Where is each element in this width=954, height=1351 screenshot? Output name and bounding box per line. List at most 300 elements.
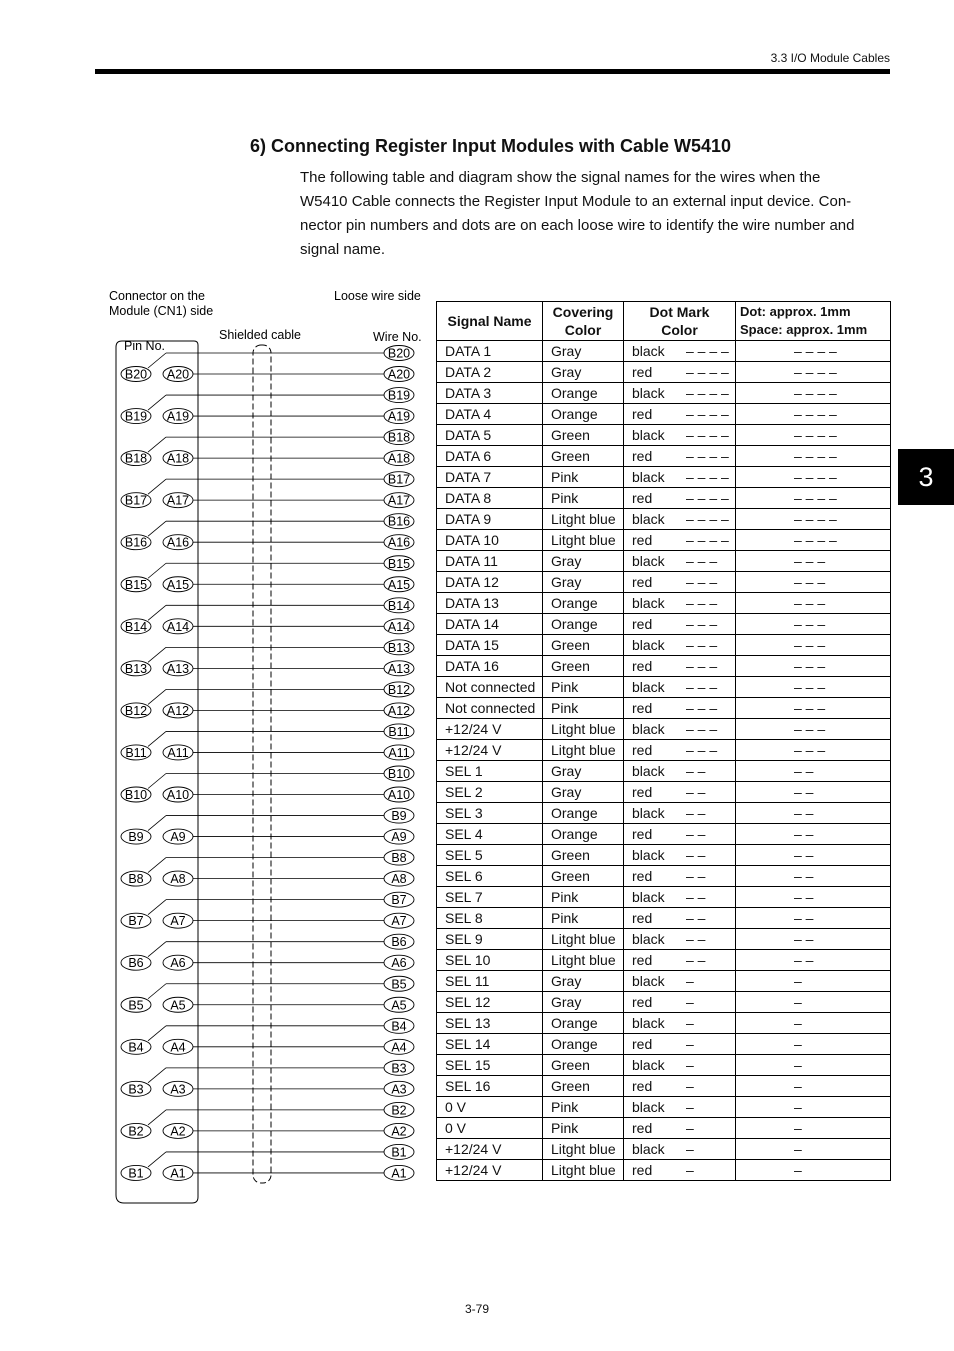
- spacing-pattern-cell: –: [736, 1139, 891, 1160]
- dot-mark-cell: [624, 950, 736, 971]
- dot-color: red: [632, 868, 653, 884]
- wire-no-b8: B8: [391, 851, 407, 866]
- pin-b7: B7: [128, 914, 144, 929]
- dot-color: black: [632, 973, 665, 989]
- covering-color-cell: Litght blue: [543, 950, 624, 971]
- spacing-pattern-cell: – – –: [736, 593, 891, 614]
- dot-pattern: – – – –: [686, 469, 729, 485]
- dot-color: red: [632, 364, 653, 380]
- chapter-tab: 3: [898, 449, 954, 505]
- table-row: [437, 572, 891, 593]
- wire-stub: [148, 816, 166, 831]
- covering-color-cell: Green: [543, 1076, 624, 1097]
- table-row: [437, 740, 891, 761]
- dot-mark-cell: [624, 992, 736, 1013]
- signal-name-cell: DATA 6: [437, 446, 543, 467]
- pin-a20: A20: [166, 367, 190, 382]
- table-row: [437, 551, 891, 572]
- dot-mark-cell: [624, 1118, 736, 1139]
- wire-stub: [148, 1110, 166, 1125]
- wire-no-b18: B18: [387, 430, 411, 445]
- wire-no-a8: A8: [391, 872, 407, 887]
- covering-color-cell: Gray: [543, 992, 624, 1013]
- wire-no-a6: A6: [391, 956, 407, 971]
- signal-name-cell: +12/24 V: [437, 1139, 543, 1160]
- pin-a13: A13: [166, 661, 190, 676]
- table-row: [437, 593, 891, 614]
- dot-color: red: [632, 406, 653, 422]
- spacing-pattern-cell: – – –: [736, 698, 891, 719]
- signal-name-cell: SEL 4: [437, 824, 543, 845]
- signal-name-cell: DATA 13: [437, 593, 543, 614]
- dot-mark-cell: [624, 698, 736, 719]
- table-row: [437, 635, 891, 656]
- dot-pattern: – – –: [686, 700, 718, 716]
- loose-wire-label: Loose wire side: [334, 289, 421, 303]
- dot-mark-cell: [624, 740, 736, 761]
- spacing-pattern-cell: –: [736, 1034, 891, 1055]
- wire-stub: [148, 942, 166, 957]
- signal-name-cell: DATA 12: [437, 572, 543, 593]
- wire-no-b16: B16: [387, 514, 411, 529]
- wire-stub: [148, 395, 166, 410]
- pin-b14: B14: [124, 619, 148, 634]
- header-text: Dot: approx. 1mm: [740, 304, 851, 319]
- wire-no-b9: B9: [391, 809, 407, 824]
- wire-no-b3: B3: [391, 1061, 407, 1076]
- table-row: [437, 887, 891, 908]
- header-text: Covering: [552, 304, 614, 320]
- dot-pattern: – – – –: [686, 448, 729, 464]
- pin-a2: A2: [170, 1124, 186, 1139]
- dot-pattern: – – –: [686, 721, 718, 737]
- spacing-pattern-cell: – – – –: [736, 383, 891, 404]
- spacing-pattern-cell: – – –: [736, 614, 891, 635]
- wire-stub: [148, 563, 166, 578]
- dot-color: black: [632, 805, 665, 821]
- signal-name-cell: SEL 13: [437, 1013, 543, 1034]
- dot-color: red: [632, 742, 653, 758]
- spacing-pattern-cell: – – –: [736, 719, 891, 740]
- covering-color-cell: Litght blue: [543, 1139, 624, 1160]
- table-row: [437, 761, 891, 782]
- covering-color-cell: Pink: [543, 1097, 624, 1118]
- pin-a19: A19: [166, 409, 190, 424]
- dot-pattern: – –: [686, 826, 706, 842]
- spacing-pattern-cell: –: [736, 1013, 891, 1034]
- page-number: 3-79: [464, 1302, 490, 1316]
- dot-mark-cell: [624, 404, 736, 425]
- covering-color-cell: Green: [543, 425, 624, 446]
- dot-color: black: [632, 931, 665, 947]
- running-header: 3.3 I/O Module Cables: [770, 51, 890, 65]
- shielded-cable: [253, 345, 271, 1183]
- covering-color-cell: Orange: [543, 614, 624, 635]
- dot-color: red: [632, 490, 653, 506]
- signal-name-cell: +12/24 V: [437, 1160, 543, 1181]
- dot-color: black: [632, 679, 665, 695]
- covering-color-cell: Gray: [543, 971, 624, 992]
- dot-color: red: [632, 994, 653, 1010]
- pin-a1: A1: [170, 1166, 186, 1181]
- table-row: [437, 1160, 891, 1181]
- dot-pattern: –: [686, 1120, 694, 1136]
- wire-no-a15: A15: [387, 577, 411, 592]
- signal-name-cell: +12/24 V: [437, 740, 543, 761]
- dot-color: red: [632, 826, 653, 842]
- dot-pattern: – –: [686, 868, 706, 884]
- pin-b6: B6: [128, 956, 144, 971]
- spacing-pattern-cell: –: [736, 1160, 891, 1181]
- pin-a3: A3: [170, 1082, 186, 1097]
- pin-a9: A9: [170, 830, 186, 845]
- covering-color-cell: Orange: [543, 404, 624, 425]
- wire-stub: [148, 479, 166, 494]
- dot-pattern: – – – –: [686, 511, 729, 527]
- covering-color-cell: Gray: [543, 362, 624, 383]
- spacing-pattern-cell: –: [736, 1076, 891, 1097]
- signal-name-cell: SEL 2: [437, 782, 543, 803]
- signal-name-cell: SEL 10: [437, 950, 543, 971]
- spacing-pattern-cell: – –: [736, 824, 891, 845]
- table-row: [437, 677, 891, 698]
- signal-name-cell: DATA 11: [437, 551, 543, 572]
- dot-mark-cell: [624, 824, 736, 845]
- dot-color: black: [632, 385, 665, 401]
- wire-no-a11: A11: [388, 745, 410, 760]
- wire-no-b13: B13: [387, 640, 411, 655]
- covering-color-cell: Pink: [543, 698, 624, 719]
- wire-no-a16: A16: [387, 535, 411, 550]
- dot-pattern: –: [686, 1036, 694, 1052]
- wire-stub: [148, 1026, 166, 1041]
- dot-mark-cell: [624, 635, 736, 656]
- signal-name-cell: SEL 8: [437, 908, 543, 929]
- dot-mark-cell: [624, 488, 736, 509]
- wire-no-b5: B5: [391, 977, 407, 992]
- dot-mark-cell: [624, 341, 736, 362]
- signal-name-cell: DATA 5: [437, 425, 543, 446]
- table-row: [437, 1013, 891, 1034]
- covering-color-cell: Gray: [543, 572, 624, 593]
- signal-name-cell: DATA 15: [437, 635, 543, 656]
- wire-no-a3: A3: [391, 1082, 407, 1097]
- covering-color-cell: Orange: [543, 383, 624, 404]
- dot-pattern: – – – –: [686, 364, 729, 380]
- signal-name-cell: 0 V: [437, 1118, 543, 1139]
- pin-a15: A15: [166, 577, 190, 592]
- spacing-pattern-cell: – – –: [736, 572, 891, 593]
- dot-mark-cell: [624, 803, 736, 824]
- wire-no-a19: A19: [387, 409, 411, 424]
- dot-mark-cell: [624, 719, 736, 740]
- dot-pattern: –: [686, 1015, 694, 1031]
- table-row: [437, 950, 891, 971]
- dot-pattern: – – – –: [686, 490, 729, 506]
- dot-pattern: –: [686, 994, 694, 1010]
- pin-b12: B12: [124, 703, 148, 718]
- dot-color: black: [632, 427, 665, 443]
- covering-color-cell: Orange: [543, 803, 624, 824]
- dot-color: red: [632, 616, 653, 632]
- dot-mark-cell: [624, 761, 736, 782]
- spacing-pattern-cell: – – – –: [736, 530, 891, 551]
- covering-color-cell: Litght blue: [543, 509, 624, 530]
- dot-pattern: – – – –: [686, 343, 729, 359]
- intro-line: nector pin numbers and dots are on each loose wire to identify the wire number and: [300, 217, 855, 234]
- table-row: [437, 971, 891, 992]
- dot-color: black: [632, 847, 665, 863]
- table-row: [437, 614, 891, 635]
- wire-no-b14: B14: [387, 598, 411, 613]
- pin-b10: B10: [124, 788, 148, 802]
- connector-label: Module (CN1) side: [109, 304, 214, 318]
- table-row: [437, 467, 891, 488]
- signal-name-cell: SEL 12: [437, 992, 543, 1013]
- signal-name-cell: SEL 9: [437, 929, 543, 950]
- dot-pattern: – –: [686, 931, 706, 947]
- header-signal-name: Signal Name: [437, 302, 543, 341]
- dot-color: red: [632, 658, 653, 674]
- dot-mark-cell: [624, 446, 736, 467]
- wire-stub: [148, 1152, 166, 1167]
- spacing-pattern-cell: – –: [736, 929, 891, 950]
- table-row: [437, 824, 891, 845]
- spacing-pattern-cell: –: [736, 992, 891, 1013]
- covering-color-cell: Gray: [543, 341, 624, 362]
- dot-color: black: [632, 1099, 665, 1115]
- wire-stub: [148, 605, 166, 620]
- wire-no-b4: B4: [391, 1019, 407, 1034]
- dot-mark-cell: [624, 866, 736, 887]
- dot-pattern: – – – –: [686, 406, 729, 422]
- section-title: 6) Connecting Register Input Modules with Cable W5410: [250, 136, 732, 156]
- connector-body: [116, 341, 198, 1203]
- pin-b3: B3: [128, 1082, 144, 1097]
- covering-color-cell: Litght blue: [543, 530, 624, 551]
- signal-name-cell: SEL 6: [437, 866, 543, 887]
- wire-stub: [148, 353, 166, 368]
- dot-pattern: –: [686, 1162, 694, 1178]
- signal-name-cell: DATA 9: [437, 509, 543, 530]
- table-row: [437, 509, 891, 530]
- dot-mark-cell: [624, 509, 736, 530]
- signal-name-cell: SEL 1: [437, 761, 543, 782]
- table-row: [437, 719, 891, 740]
- table-row: [437, 446, 891, 467]
- covering-color-cell: Orange: [543, 1013, 624, 1034]
- pin-no-label: Pin No.: [124, 339, 165, 353]
- dot-color: black: [632, 511, 665, 527]
- pin-a18: A18: [166, 451, 190, 466]
- dot-mark-cell: [624, 1034, 736, 1055]
- pin-b11: B11: [125, 745, 147, 760]
- spacing-pattern-cell: – –: [736, 803, 891, 824]
- dot-color: red: [632, 952, 653, 968]
- dot-mark-cell: [624, 1139, 736, 1160]
- table-row: [437, 1055, 891, 1076]
- dot-color: red: [632, 1162, 653, 1178]
- wire-no-b7: B7: [391, 893, 407, 908]
- dot-mark-cell: [624, 467, 736, 488]
- dot-pattern: – –: [686, 952, 706, 968]
- dot-mark-cell: [624, 908, 736, 929]
- covering-color-cell: Orange: [543, 824, 624, 845]
- covering-color-cell: Orange: [543, 593, 624, 614]
- table-row: [437, 845, 891, 866]
- wire-no-b19: B19: [387, 388, 411, 403]
- covering-color-cell: Orange: [543, 1034, 624, 1055]
- dot-color: black: [632, 889, 665, 905]
- spacing-pattern-cell: – – – –: [736, 404, 891, 425]
- covering-color-cell: Green: [543, 845, 624, 866]
- pin-a7: A7: [170, 914, 186, 929]
- covering-color-cell: Pink: [543, 887, 624, 908]
- pin-a17: A17: [166, 493, 190, 508]
- spacing-pattern-cell: – – – –: [736, 488, 891, 509]
- wire-no-a13: A13: [387, 661, 411, 676]
- pin-b5: B5: [128, 998, 144, 1013]
- pin-a12: A12: [166, 703, 190, 718]
- table-row: [437, 530, 891, 551]
- header-text: Color: [661, 322, 698, 338]
- dot-pattern: – – – –: [686, 385, 729, 401]
- signal-name-cell: 0 V: [437, 1097, 543, 1118]
- wire-no-a17: A17: [387, 493, 411, 508]
- dot-pattern: –: [686, 1057, 694, 1073]
- wire-no-a7: A7: [391, 914, 407, 929]
- wire-stub: [148, 437, 166, 452]
- wiring-diagram: [100, 285, 430, 1210]
- dot-pattern: – – –: [686, 637, 718, 653]
- covering-color-cell: Pink: [543, 1118, 624, 1139]
- dot-mark-cell: [624, 845, 736, 866]
- covering-color-cell: Pink: [543, 488, 624, 509]
- table-row: [437, 404, 891, 425]
- pin-b20: B20: [124, 367, 148, 382]
- intro-line: signal name.: [300, 241, 386, 258]
- covering-color-cell: Pink: [543, 467, 624, 488]
- dot-mark-cell: [624, 887, 736, 908]
- pin-a6: A6: [170, 956, 186, 971]
- signal-name-cell: DATA 2: [437, 362, 543, 383]
- table-row: [437, 488, 891, 509]
- signal-name-cell: SEL 16: [437, 1076, 543, 1097]
- table-row: [437, 866, 891, 887]
- wire-no-a1: A1: [391, 1166, 407, 1181]
- dot-mark-cell: [624, 971, 736, 992]
- wire-no-b6: B6: [391, 935, 407, 950]
- wire-no-a20: A20: [387, 367, 411, 382]
- dot-color: black: [632, 553, 665, 569]
- pin-b18: B18: [124, 451, 148, 466]
- header-covering-color: [543, 302, 624, 341]
- header-text: Space: approx. 1mm: [740, 322, 868, 337]
- dot-pattern: – – – –: [686, 427, 729, 443]
- table-row: [437, 908, 891, 929]
- dot-pattern: – – –: [686, 553, 718, 569]
- dot-pattern: – – –: [686, 616, 718, 632]
- dot-mark-cell: [624, 362, 736, 383]
- dot-color: black: [632, 343, 665, 359]
- signal-name-cell: DATA 8: [437, 488, 543, 509]
- table-row: [437, 383, 891, 404]
- shielded-cable-label: Shielded cable: [219, 328, 302, 342]
- signal-name-cell: DATA 14: [437, 614, 543, 635]
- dot-color: red: [632, 574, 653, 590]
- spacing-pattern-cell: – –: [736, 761, 891, 782]
- dot-pattern: – – –: [686, 679, 718, 695]
- covering-color-cell: Green: [543, 866, 624, 887]
- table-row: [437, 782, 891, 803]
- dot-mark-cell: [624, 1076, 736, 1097]
- pin-b13: B13: [124, 661, 148, 676]
- covering-color-cell: Gray: [543, 761, 624, 782]
- connector-label: Connector on the: [109, 289, 205, 303]
- spacing-pattern-cell: – – – –: [736, 341, 891, 362]
- wire-stub: [148, 858, 166, 873]
- pin-b9: B9: [128, 830, 144, 845]
- wire-no-b15: B15: [387, 556, 411, 571]
- dot-pattern: – – –: [686, 658, 718, 674]
- table-row: [437, 1097, 891, 1118]
- wire-no-a14: A14: [387, 619, 411, 634]
- table-row: [437, 1076, 891, 1097]
- pin-a4: A4: [170, 1040, 186, 1055]
- table-row: [437, 929, 891, 950]
- wire-stub: [148, 521, 166, 536]
- wire-no-a18: A18: [387, 451, 411, 466]
- signal-table: [436, 301, 891, 1181]
- dot-color: black: [632, 1057, 665, 1073]
- intro-line: W5410 Cable connects the Register Input Module to an external input device. Con-: [300, 193, 852, 210]
- wire-stub: [148, 731, 166, 746]
- spacing-pattern-cell: – –: [736, 845, 891, 866]
- header-spacing: [736, 302, 891, 341]
- table-row: [437, 656, 891, 677]
- covering-color-cell: Green: [543, 635, 624, 656]
- signal-name-cell: SEL 5: [437, 845, 543, 866]
- wire-no-b11: B11: [388, 724, 410, 739]
- wire-no-b1: B1: [391, 1145, 407, 1160]
- dot-mark-cell: [624, 677, 736, 698]
- signal-name-cell: Not connected: [437, 677, 543, 698]
- wire-stub: [148, 984, 166, 999]
- dot-color: red: [632, 700, 653, 716]
- spacing-pattern-cell: – –: [736, 866, 891, 887]
- dot-pattern: – –: [686, 784, 706, 800]
- dot-pattern: – – –: [686, 595, 718, 611]
- dot-mark-cell: [624, 572, 736, 593]
- spacing-pattern-cell: – – –: [736, 656, 891, 677]
- pin-b17: B17: [124, 493, 148, 508]
- dot-color: black: [632, 469, 665, 485]
- wire-stub: [148, 1068, 166, 1083]
- spacing-pattern-cell: – – – –: [736, 467, 891, 488]
- wire-stub: [148, 900, 166, 915]
- wire-no-b17: B17: [387, 472, 411, 487]
- dot-color: black: [632, 721, 665, 737]
- table-row: [437, 1118, 891, 1139]
- spacing-pattern-cell: – – –: [736, 635, 891, 656]
- dot-pattern: –: [686, 1141, 694, 1157]
- covering-color-cell: Litght blue: [543, 740, 624, 761]
- table-row: [437, 698, 891, 719]
- dot-color: red: [632, 1036, 653, 1052]
- spacing-pattern-cell: –: [736, 1097, 891, 1118]
- pin-b4: B4: [128, 1040, 144, 1055]
- signal-name-cell: SEL 3: [437, 803, 543, 824]
